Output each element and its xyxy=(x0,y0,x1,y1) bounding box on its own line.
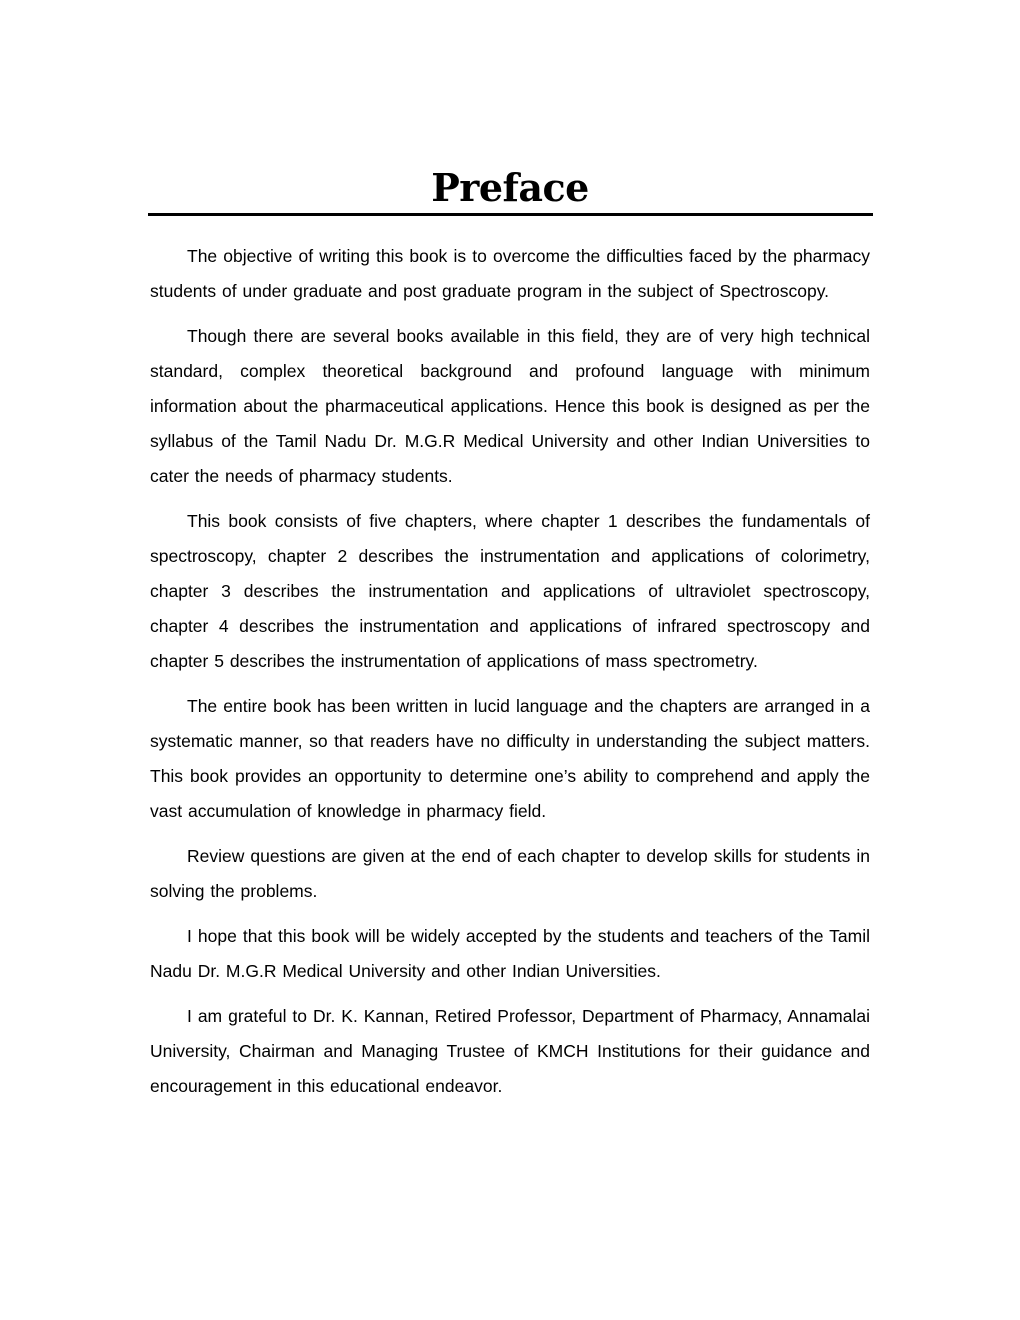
page-title: Preface xyxy=(431,165,589,210)
paragraph-acknowledgement: I am grateful to Dr. K. Kannan, Retired Professor, Department of Pharmacy, Annamalai University, Chairman and Managing Trustee of KMCH Institutions for their guidance and encouragement in this educational endeavor. xyxy=(150,1006,870,1096)
paragraph-review-questions: Review questions are given at the end of each chapter to develop skills for students in solving the problems. xyxy=(150,846,870,901)
title-underline xyxy=(148,213,873,216)
paragraph-objective: The objective of writing this book is to overcome the difficulties faced by the pharmacy students of under graduate and post graduate program in the subject of Spectroscopy. xyxy=(150,246,870,301)
paragraph-motivation: Though there are several books available in this field, they are of very high technical standard, complex theoretical background and profound language with minimum information about the pharmaceutical applications. Hence this book is designed as per the syllabus of the Tamil Nadu Dr. M.G.R Medical University and other Indian Universities to cater the needs of pharmacy students. xyxy=(150,326,870,486)
paragraph-hope: I hope that this book will be widely accepted by the students and teachers of the Tamil Nadu Dr. M.G.R Medical University and other Indian Universities. xyxy=(150,926,870,981)
paragraph-chapters: This book consists of five chapters, where chapter 1 describes the fundamentals of spectroscopy, chapter 2 describes the instrumentation and applications of colorimetry, chapter 3 describes the instrumentation and applications of ultraviolet spectroscopy, chapter 4 describes the instrumentation and applications of infrared spectroscopy and chapter 5 describes the instrumentation of applications of mass spectrometry. xyxy=(150,511,870,671)
paragraph-language: The entire book has been written in lucid language and the chapters are arranged in a systematic manner, so that readers have no difficulty in understanding the subject matters. This book provides an opportunity to determine one’s ability to comprehend and apply the vast accumulation of knowledge in pharmacy field. xyxy=(150,696,870,821)
preface-body xyxy=(150,239,870,1114)
